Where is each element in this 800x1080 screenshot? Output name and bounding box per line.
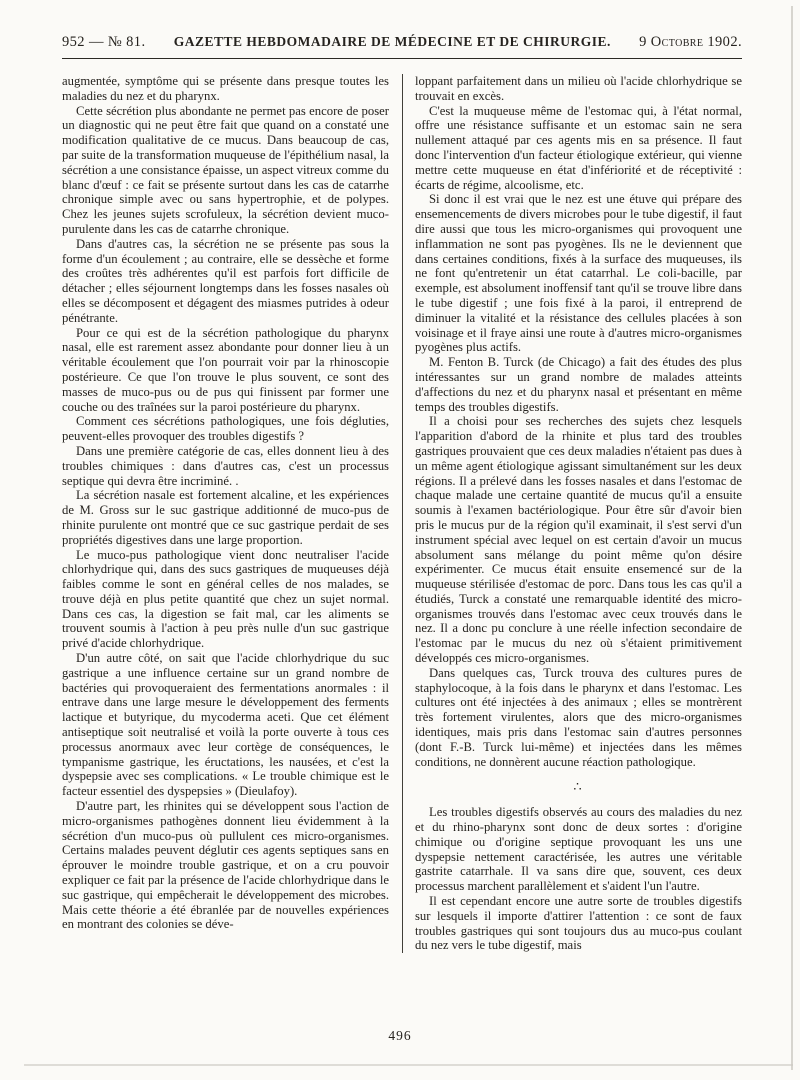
paragraph: La sécrétion nasale est fortement alcaline, et les expériences de M. Gross sur le suc gastrique additionné de muco-pus de rhinite purulente ont montré que ce suc gastrique perdait de ses propriétés digestives dans une large proportion. [62,488,389,547]
paragraph: M. Fenton B. Turck (de Chicago) a fait des études des plus intéressantes sur un grand nombre de malades atteints d'affections du nez et du pharynx nasal et présentant en même temps des troubles digestifs. [415,355,742,414]
paragraph: Dans quelques cas, Turck trouva des cultures pures de staphylocoque, à la fois dans le pharynx et dans l'estomac. Les cultures ont été injectées à des animaux ; elles se montrèrent très fortement virulentes, alors que des micro-organismes identiques, mais pris dans l'estomac sain d'autres personnes (dont F.-B. Turck lui-même) et injectées dans les mêmes conditions, ne donnèrent aucune réaction pathologique. [415,665,742,769]
paragraph: Pour ce qui est de la sécrétion pathologique du pharynx nasal, elle est rarement assez abondante pour donner lieu à un véritable écoulement que l'on pourrait voir par la rhinoscopie postérieure. Ce que l'on trouve le plus souvent, ce sont des masses de muco-pus ou de pus qui finissent par former une couche ou des traînées sur la paroi postérieure du pharynx. [62,325,389,414]
issue-date: 9 Octobre 1902. [639,34,742,50]
scan-edge-right [791,6,793,1070]
paragraph: Dans d'autres cas, la sécrétion ne se présente pas sous la forme d'un écoulement ; au contraire, elle se dessèche et forme des croûtes très adhérentes qu'il est parfois fort difficile de détacher ; elles séjournent longtemps dans les fosses nasales où elles se décomposent et dégagent des miasmes putrides à odeur pénétrante. [62,236,389,325]
paragraph: Le muco-pus pathologique vient donc neutraliser l'acide chlorhydrique qui, dans des sucs gastriques de muqueuses déjà faibles comme le sont en général celles de nos malades, se trouve déjà en plus petite quantité que chez un sujet normal. Dans ces cas, la digestion se fait mal, car les aliments se trouvent soumis à l'action à peu près nulle d'un suc gastrique privé d'acide chlorhydrique. [62,547,389,651]
column-gap [389,74,415,953]
article-columns [62,74,742,953]
paragraph: Si donc il est vrai que le nez est une étuve qui prépare des ensemencements de divers microbes pour le tube digestif, il faut dire aussi que tous les micro-organismes qui provoquent une inflammation ne sont pas pyogènes. Ils ne le deviennent que dans certaines conditions, fixés à la surface des muqueuses, ils ne font qu'entretenir un état catarrhal. Le coli-bacille, par exemple, est absolument inoffensif tant qu'il se trouve libre dans le tube digestif ; une fois fixé à la paroi, il entreprend de diminuer la vitalité et la résistance des cellules placées à son voisinage et il fraye ainsi une route à d'autres micro-organismes pyogènes plus actifs. [415,192,742,355]
paragraph: C'est la muqueuse même de l'estomac qui, à l'état normal, offre une résistance suffisante et un estomac sain ne sera nullement attaqué par ces agents mis en sa présence. Il faut donc l'intervention d'un facteur étiologique extérieur, qui vienne mettre cette muqueuse en état d'infériorité et de réceptivité : écarts de régime, alcoolisme, etc. [415,103,742,192]
paragraph: Dans une première catégorie de cas, elles donnent lieu à des troubles chimiques : dans d'autres cas, c'est un processus septique qui devra être incriminé. . [62,443,389,488]
paragraph: loppant parfaitement dans un milieu où l'acide chlorhydrique se trouvait en excès. [415,74,742,103]
journal-title: GAZETTE HEBDOMADAIRE DE MÉDECINE ET DE CHIRURGIE. [173,34,611,49]
left-column [62,74,389,953]
masthead [62,34,742,51]
paragraph: Les troubles digestifs observés au cours des maladies du nez et du rhino-pharynx sont donc de deux sortes : d'origine chimique ou d'origine septique provoquant les uns une dyspepsie nettement caractérisée, les autres une véritable gastrite catarrhale. Il va sans dire que, souvent, ces deux processus marchent parallèlement et s'aident l'un l'autre. [415,805,742,894]
paragraph: augmentée, symptôme qui se présente dans presque toutes les maladies du nez et du pharynx. [62,74,389,103]
paragraph: Comment ces sécrétions pathologiques, une fois dégluties, peuvent-elles provoquer des troubles digestifs ? [62,414,389,444]
paragraph: D'autre part, les rhinites qui se développent sous l'action de micro-organismes pathogènes donnent lieu évidemment à la sécrétion d'un muco-pus où pullulent ces micro-organismes. Certains malades peuvent déglutir ces agents septiques sans en éprouver le moindre trouble gastrique, et on a cru pouvoir expliquer ce fait par la présence de l'acide chlorhydrique dans le suc gastrique, qui empêcherait le développement des microbes. Mais cette théorie a été ébranlée par de nouvelles expériences en montrant des colonies se déve- [62,799,389,932]
paragraph: Il a choisi pour ses recherches des sujets chez lesquels l'apparition d'abord de la rhinite et plus tard des troubles gastriques prouvaient que ces deux maladies n'étaient pas dues à un même agent étiologique agissant simultanément sur les deux régions. Il a prélevé dans les fosses nasales et dans l'estomac de chaque malade une certaine quantité de mucus qu'il a ensuite soumis à l'examen bactériologique. Pour être sûr d'avoir bien pris le mucus pur de la région qu'il examinait, il s'est servi d'un instrument spécial avec lequel on est certain d'avoir un mucus absolument sans mélange du point même qu'on désire expérimenter. Ce mucus était ensuite ensemencé sur de la muqueuse stérilisée d'estomac de porc. Dans tous les cas qu'il a étudiés, Turck a constaté une remarquable identité des micro-organismes trouvés dans l'estomac avec ceux trouvés dans le nez. Il a donc pu conclure à une réelle infection secondaire de l'estomac par le mucus du nez où s'étaient primitivement développés ces micro-organismes. [415,414,742,666]
paragraph: Il est cependant encore une autre sorte de troubles digestifs sur lesquels il importe d'attirer l'attention : ce sont de faux troubles gastriques qui sont toujours dus au muco-pus coulant du nez vers le tube digestif, mais [415,894,742,953]
paragraph: Cette sécrétion plus abondante ne permet pas encore de poser un diagnostic qui ne peut être fait que quand on a constaté une modification qualitative de ce mucus. Dans beaucoup de cas, par suite de la transformation muqueuse de l'épithélium nasal, la sécrétion a une consistance épaisse, un aspect vitreux comme du blanc d'œuf : ce fait se présente surtout dans les cas de catarrhe chronique simple avec ou sans hypertrophie, et de polypes. Chez les jeunes sujets scrofuleux, la sécrétion devient muco-purulente dans les cas de catarrhe chronique. [62,103,389,236]
scan-edge-bottom [24,1064,793,1066]
header-rule [62,58,742,59]
asterism-separator: ∴ [573,779,584,795]
column-divider-rule [402,74,403,953]
issue-number: 952 — № 81. [62,34,146,50]
right-column [415,74,742,953]
page-number: 496 [388,1028,412,1043]
paragraph: D'un autre côté, on sait que l'acide chlorhydrique du suc gastrique a une influence certaine sur un grand nombre de bactéries qui provoqueraient des fermentations anormales : il entrave dans une large mesure le développement des ferments lactique et butyrique, du mycoderma aceti. Que cet élément antiseptique soit neutralisé et voilà la porte ouverte à tous ces processus anormaux avec leur cortège de conséquences, le tympanisme gastrique, les éructations, les nausées, et c'est la dyspepsie avec ses complications. « Le trouble chimique est le facteur essentiel des dyspepsies » (Dieulafoy). [62,651,389,799]
